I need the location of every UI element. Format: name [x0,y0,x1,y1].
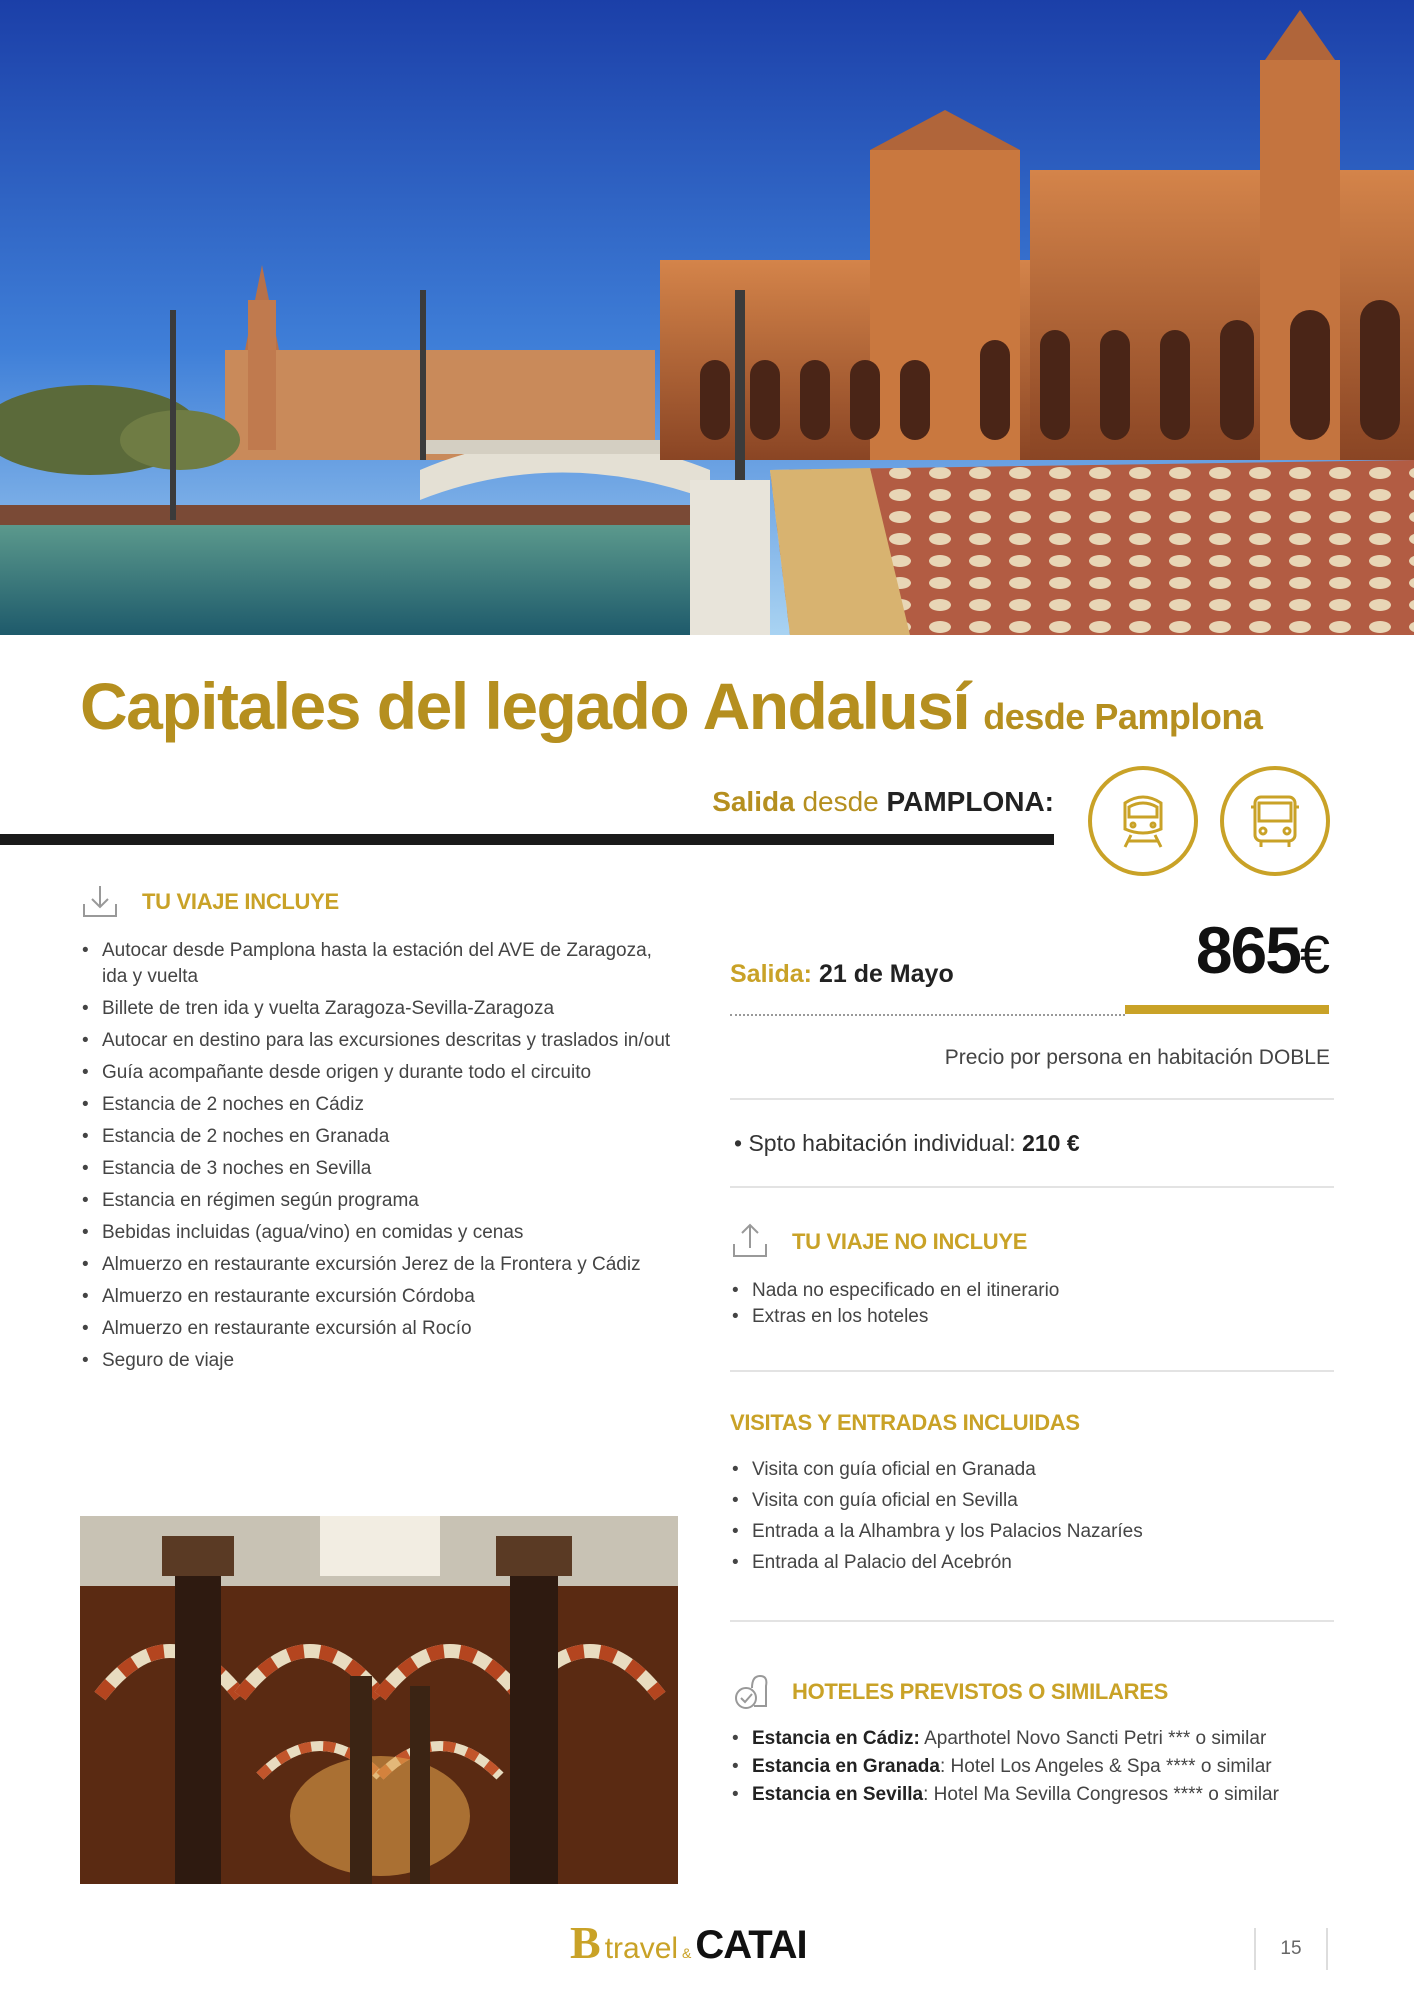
list-item: • Almuerzo en restaurante excursión Córdoba [80,1284,680,1310]
list-item [730,1782,1290,1808]
list-item: • Visita con guía oficial en Sevilla [730,1488,1330,1514]
list-item: • Seguro de viaje [80,1348,680,1374]
list-item: • Autocar desde Pamplona hasta la estación del AVE de Zaragoza, ida y vuelta [80,938,680,990]
list-item: • Extras en los hoteles [730,1304,1330,1330]
salida-date: 21 de Mayo [818,960,954,988]
hotels-heading-label: HOTELES PREVISTOS O SIMILARES [792,1679,1168,1704]
logo-catai: CATAI [695,1923,807,1967]
divider [730,1098,1334,1100]
list-item: • Estancia de 3 noches en Sevilla [80,1156,680,1182]
list-item: • Autocar en destino para las excursiones descritas y traslados in/out [80,1028,680,1054]
departure-city: PAMPLONA: [886,786,1054,817]
price-accent-bar [1125,1005,1329,1014]
price [1196,912,1328,988]
hotel-name: : Hotel Ma Sevilla Congresos **** o similar [923,1784,1279,1805]
list-item: • Billete de tren ida y vuelta Zaragoza-Sevilla-Zaragoza [80,996,680,1022]
departure-label: Salida [712,786,795,817]
supplement-value: 210 € [1022,1130,1080,1156]
list-item: • Nada no especificado en el itinerario [730,1278,1330,1304]
single-room-supplement: • Spto habitación individual: 210 € [734,1130,1080,1156]
list-item: • Bebidas incluidas (agua/vino) en comidas y cenas [80,1220,680,1246]
hotel-stay-label: Estancia en Sevilla [752,1784,924,1805]
divider [730,1370,1334,1372]
hotel-bell-icon [730,1672,770,1712]
divider [730,1620,1334,1622]
visits-list [730,1457,1330,1581]
list-item: • Almuerzo en restaurante excursión al Rocío [80,1316,680,1342]
brand-logo [570,1916,807,1969]
bus-icon [1220,766,1330,876]
list-item: • Entrada al Palacio del Acebrón [730,1550,1330,1576]
salida-label: Salida [730,960,804,988]
list-item: • Estancia en régimen según programa [80,1188,680,1214]
not-included-heading-label: TU VIAJE NO INCLUYE [792,1229,1028,1254]
price-value: 865 [1195,913,1300,987]
page-title [80,668,1262,744]
includes-heading [80,882,339,922]
list-item: • Estancia de 2 noches en Cádiz [80,1092,680,1118]
hotel-stay-label: Estancia en Cádiz: [752,1728,920,1749]
hero-photo-plaza-espana [0,0,1414,635]
title-subtitle: desde Pamplona [983,696,1263,737]
hotel-name: : Hotel Los Angeles & Spa **** o similar [939,1756,1272,1777]
hotel-name: Aparthotel Novo Sancti Petri *** o similar [919,1728,1267,1749]
departure-date: Salida: 21 de Mayo [730,960,954,988]
hotel-stay-label: Estancia en Granada [752,1756,940,1777]
list-item [730,1726,1290,1752]
upload-icon [730,1222,770,1262]
logo-b: B [570,1917,601,1968]
price-currency: € [1299,925,1328,985]
list-item: • Entrada a la Alhambra y los Palacios Nazaríes [730,1519,1330,1545]
list-item [730,1754,1290,1780]
title-main: Capitales del legado Andalusí [80,669,970,743]
price-note: Precio por persona en habitación DOBLE [944,1046,1330,1069]
not-included-heading [730,1222,1027,1262]
download-icon [80,882,120,922]
includes-heading-label: TU VIAJE INCLUYE [142,889,339,914]
divider [730,1186,1334,1188]
departure-line [712,786,1054,818]
dotted-divider [730,1014,1125,1016]
departure-from: desde [802,786,879,817]
visits-heading: VISITAS Y ENTRADAS INCLUIDAS [730,1410,1080,1435]
hotels-heading [730,1672,1168,1712]
includes-list [80,938,680,1380]
logo-travel: travel [604,1932,679,1965]
list-item: • Visita con guía oficial en Granada [730,1457,1330,1483]
hotels-list [730,1726,1290,1810]
logo-amp: & [682,1945,692,1961]
not-included-list [730,1278,1330,1330]
mosque-cordoba-photo [80,1516,678,1884]
divider-bar [0,834,1054,845]
page-number: 15 [1254,1928,1328,1970]
supplement-label: Spto habitación individual: [748,1130,1016,1156]
train-icon [1088,766,1198,876]
list-item: • Almuerzo en restaurante excursión Jerez de la Frontera y Cádiz [80,1252,680,1278]
list-item: • Estancia de 2 noches en Granada [80,1124,680,1150]
list-item: • Guía acompañante desde origen y durante todo el circuito [80,1060,680,1086]
